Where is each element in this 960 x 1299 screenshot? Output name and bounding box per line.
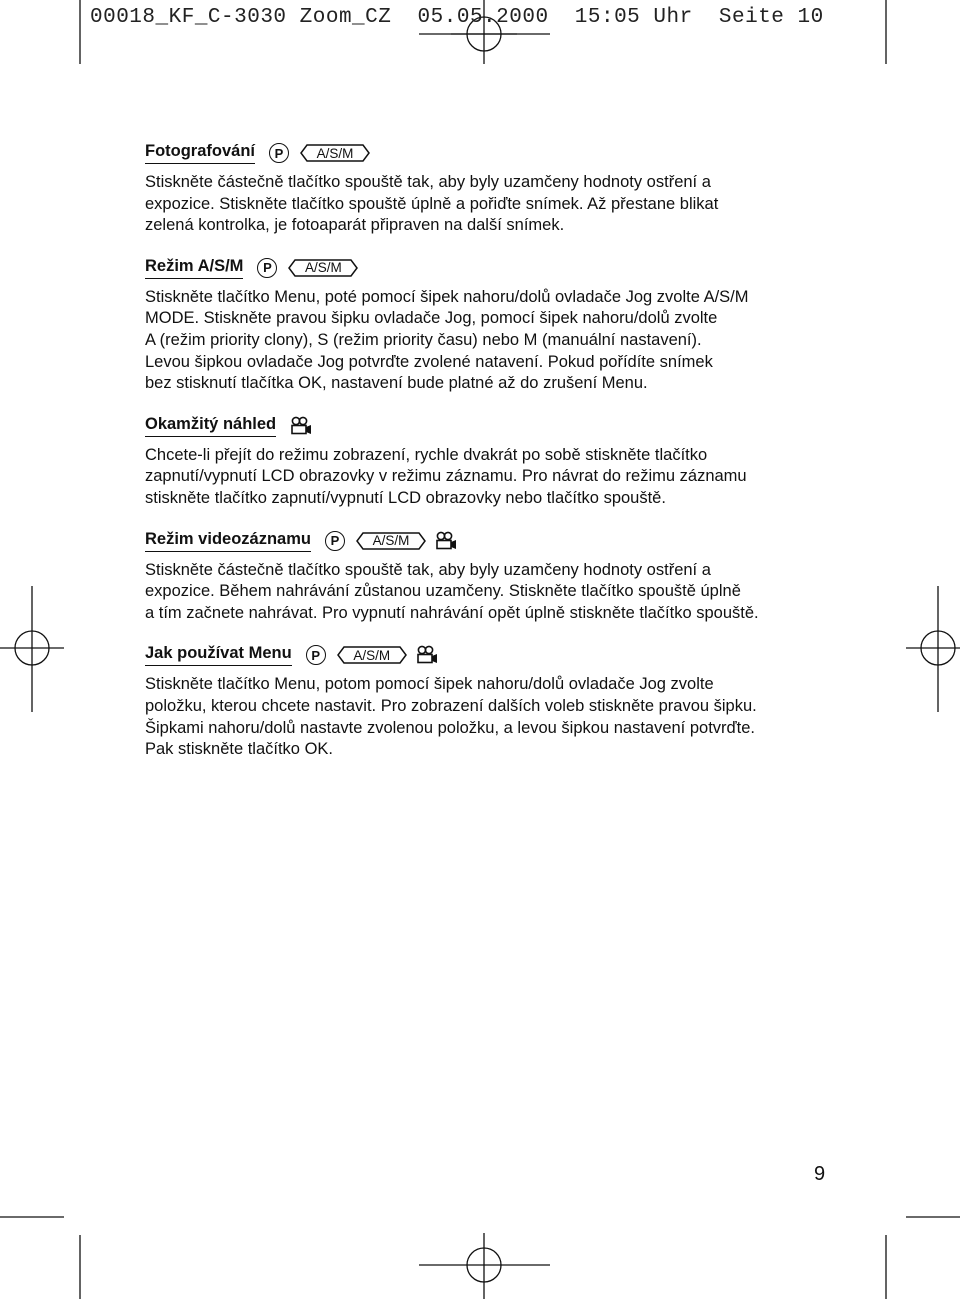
- asm-mode-icon: [287, 258, 359, 278]
- section-heading-row: [145, 411, 845, 441]
- p-mode-icon: P: [325, 531, 345, 551]
- section-heading-row: [145, 138, 845, 168]
- p-mode-icon: P: [306, 645, 326, 665]
- section-title: Jak používat Menu: [145, 644, 292, 666]
- movie-camera-icon: [290, 416, 312, 436]
- section-text: Chcete-li přejít do režimu zobrazení, rychle dvakrát po sobě stiskněte tlačítko zapnutí/vypnutí LCD obrazovky v režimu záznamu. Pro návrat do režimu záznamu stiskněte tlačítko zapnutí/vypnutí LCD obrazovky nebo tlačítko spouště.: [145, 445, 747, 507]
- section-title: Okamžitý náhled: [145, 415, 276, 437]
- p-mode-icon: P: [269, 143, 289, 163]
- asm-mode-label: A/S/M: [353, 647, 391, 663]
- section-heading-row: [145, 253, 845, 283]
- page-content: [145, 138, 845, 761]
- section-text: Stiskněte tlačítko Menu, poté pomocí šipek nahoru/dolů ovladače Jog zvolte A/S/M MODE. Stiskněte pravou šipku ovladače Jog, pomocí šipek nahoru/dolů zvolte A (režim priority clony), S (režim priority času) nebo M (manuální nastavení). Levou šipkou ovladače Jog potvrďte zvolené natavení. Pokud pořídíte snímek bez stisknutí tlačítka OK, nastavení bude platné až do zrušení Menu.: [145, 287, 749, 393]
- section-title: Fotografování: [145, 142, 255, 164]
- section-asm-mode: [145, 253, 845, 395]
- section-quick-view: [145, 411, 845, 510]
- section-title: Režim A/S/M: [145, 257, 243, 279]
- section-title: Režim videozáznamu: [145, 530, 311, 552]
- section-text: Stiskněte částečně tlačítko spouště tak, aby byly uzamčeny hodnoty ostření a expozice. Stiskněte tlačítko spouště úplně a pořiďte snímek. Až přestane blikat zelená kontrolka, je fotoaparát připraven na další snímek.: [145, 173, 719, 235]
- asm-mode-icon: [355, 531, 427, 551]
- section-text: Stiskněte částečně tlačítko spouště tak, aby byly uzamčeny hodnoty ostření a expozice. Během nahrávání zůstanou uzamčeny. Stiskněte tlačítko spouště úplně a tím začnete nahrávat. Pro vypnutí nahrávání opět úplně stiskněte tlačítko spouště.: [145, 560, 759, 622]
- section-using-menu: [145, 640, 845, 760]
- section-heading-row: [145, 526, 845, 556]
- print-slug: 00018_KF_C-3030 Zoom_CZ 05.05.2000 15:05 Uhr Seite 10: [90, 6, 824, 29]
- asm-mode-icon: [299, 143, 371, 163]
- movie-camera-icon: [416, 645, 438, 665]
- section-photographing: [145, 138, 845, 237]
- asm-mode-label: A/S/M: [372, 533, 410, 549]
- asm-mode-label: A/S/M: [316, 145, 354, 161]
- section-text: Stiskněte tlačítko Menu, potom pomocí šipek nahoru/dolů ovladače Jog zvolte položku, kterou chcete nastavit. Pro zobrazení dalších voleb stiskněte pravou šipku. Šipkami nahoru/dolů nastavte zvolenou položku, a levou šipkou nastavení potvrďte. Pak stiskněte tlačítko OK.: [145, 675, 757, 759]
- page-number: 9: [814, 1163, 826, 1185]
- movie-camera-icon: [435, 531, 457, 551]
- asm-mode-label: A/S/M: [305, 260, 342, 276]
- asm-mode-icon: [336, 645, 408, 665]
- section-heading-row: [145, 640, 845, 670]
- p-mode-icon: P: [257, 258, 277, 278]
- section-video-mode: [145, 526, 845, 625]
